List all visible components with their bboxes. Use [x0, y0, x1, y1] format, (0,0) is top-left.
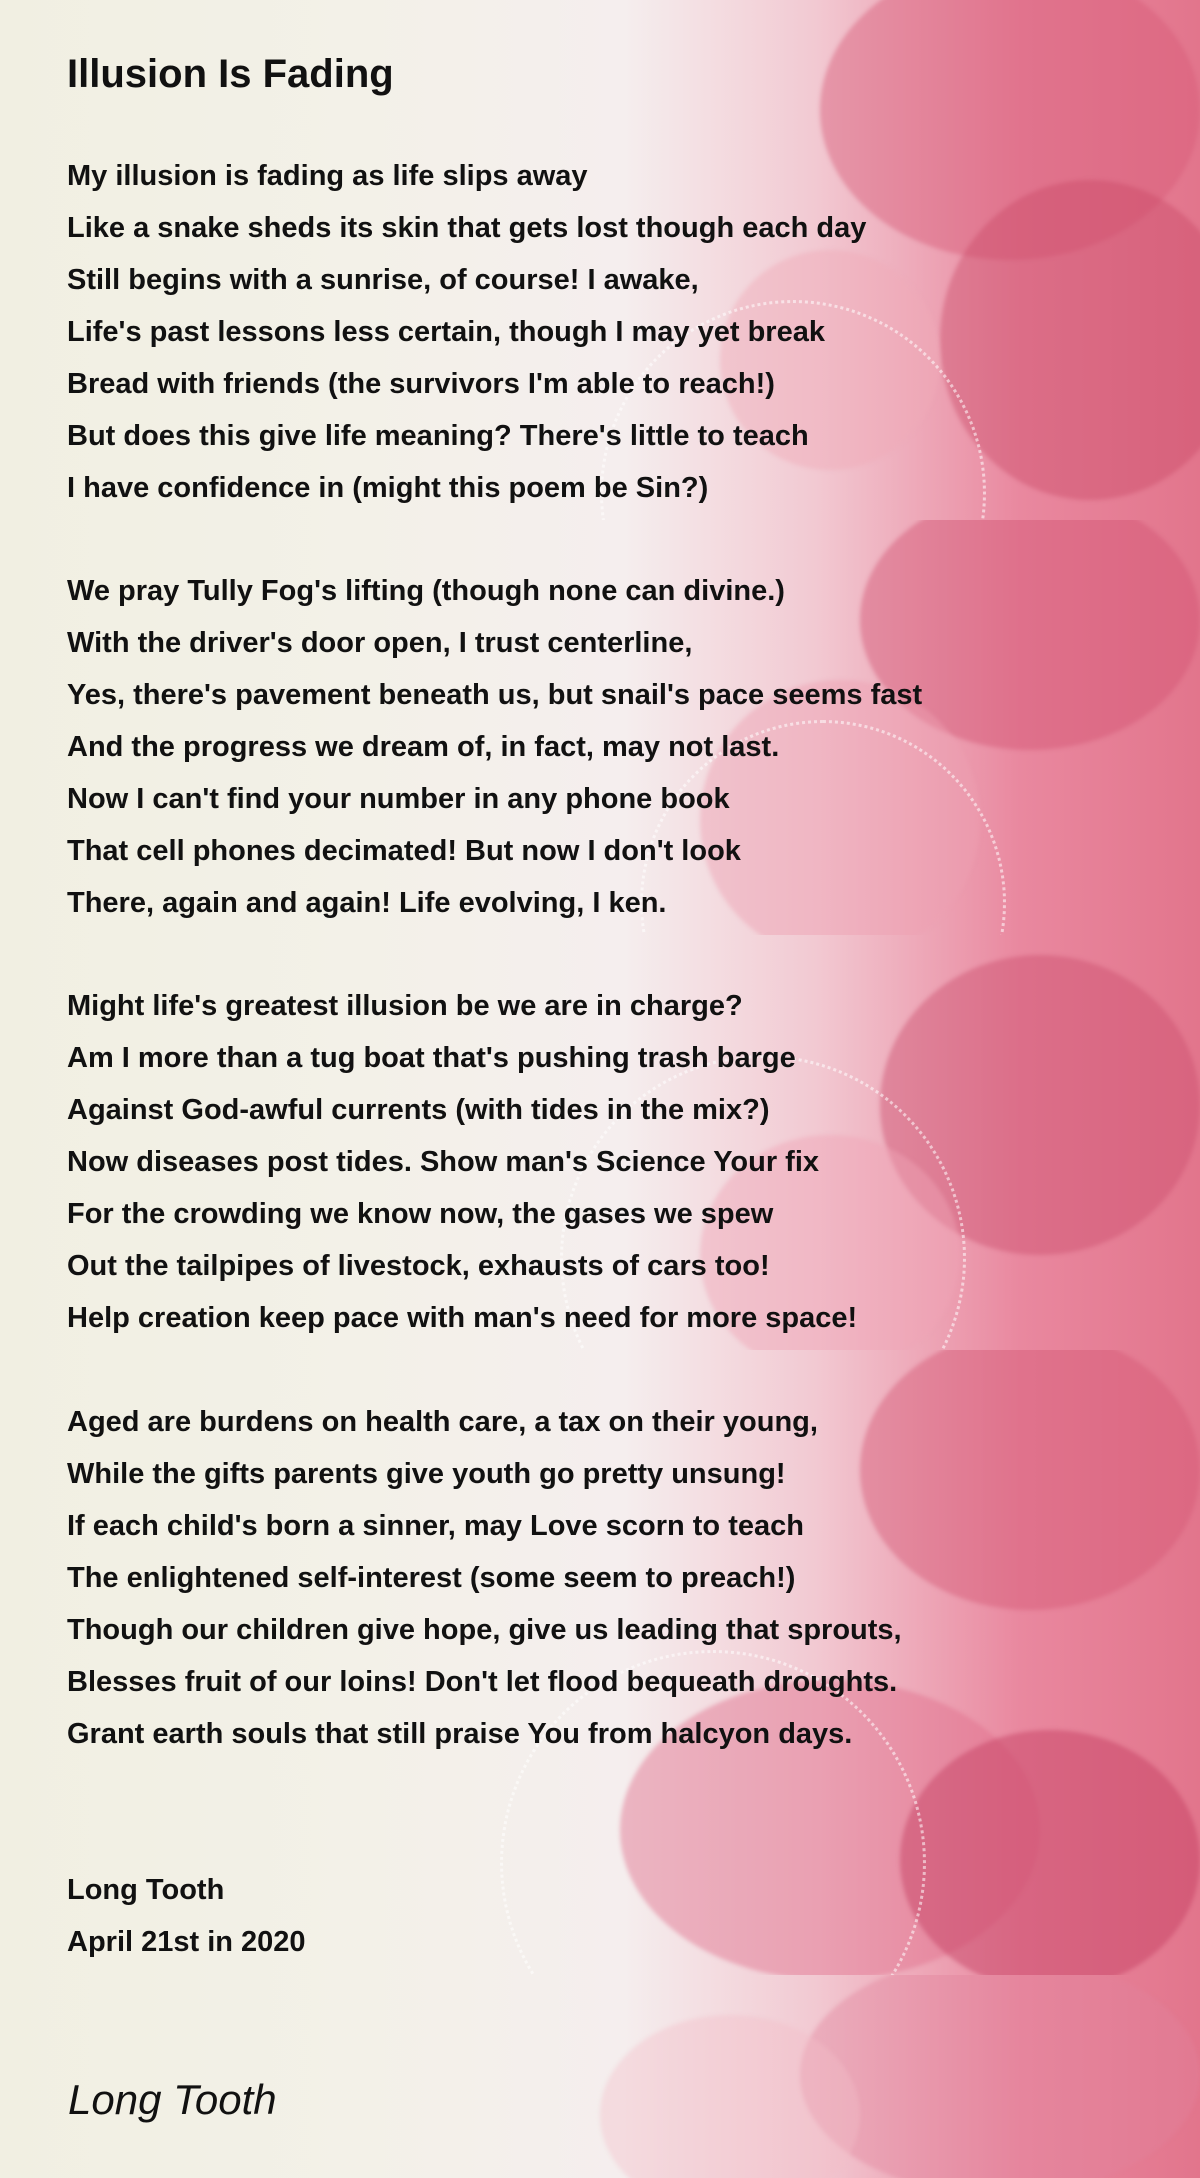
poem-line: With the driver's door open, I trust centerline,: [67, 627, 693, 659]
poem-author: Long Tooth: [67, 1874, 225, 1906]
stanza-4: [67, 1396, 902, 1760]
poem-line: That cell phones decimated! But now I don't look: [67, 835, 741, 867]
poem-line: And the progress we dream of, in fact, may not last.: [67, 731, 780, 763]
poem-line: Out the tailpipes of livestock, exhausts of cars too!: [67, 1250, 770, 1282]
poem-line: Might life's greatest illusion be we are in charge?: [67, 990, 743, 1022]
poem-line: Against God-awful currents (with tides in the mix?): [67, 1094, 770, 1126]
poem-line: Grant earth souls that still praise You from halcyon days.: [67, 1718, 853, 1750]
poem-line: If each child's born a sinner, may Love scorn to teach: [67, 1510, 804, 1542]
poem-line: I have confidence in (might this poem be Sin?): [67, 472, 709, 504]
stanza-3: [67, 980, 857, 1344]
poem-line: Yes, there's pavement beneath us, but snail's pace seems fast: [67, 679, 923, 711]
poem-title: Illusion Is Fading: [67, 52, 394, 96]
poem-line: The enlightened self-interest (some seem to preach!): [67, 1562, 796, 1594]
poem-line: For the crowding we know now, the gases we spew: [67, 1198, 774, 1230]
poem-line: Help creation keep pace with man's need for more space!: [67, 1302, 858, 1334]
stanza-1: [67, 150, 866, 514]
poem-line: But does this give life meaning? There's little to teach: [67, 420, 809, 452]
poem-line: We pray Tully Fog's lifting (though none can divine.): [67, 575, 785, 607]
poem-line: Blesses fruit of our loins! Don't let flood bequeath droughts.: [67, 1666, 898, 1698]
poem-line: Aged are burdens on health care, a tax on their young,: [67, 1406, 818, 1438]
poem-line: There, again and again! Life evolving, I ken.: [67, 887, 667, 919]
poem-line: Still begins with a sunrise, of course! I awake,: [67, 264, 699, 296]
poem-date: April 21st in 2020: [67, 1926, 306, 1958]
poem-line: Now I can't find your number in any phone book: [67, 783, 730, 815]
footer-author-signature: Long Tooth: [68, 2076, 277, 2123]
stanza-2: [67, 565, 922, 929]
poem-line: My illusion is fading as life slips away: [67, 160, 588, 192]
poem-line: Am I more than a tug boat that's pushing trash barge: [67, 1042, 796, 1074]
poem-line: Now diseases post tides. Show man's Science Your fix: [67, 1146, 820, 1178]
poem-line: Bread with friends (the survivors I'm able to reach!): [67, 368, 775, 400]
poem-line: Though our children give hope, give us leading that sprouts,: [67, 1614, 902, 1646]
poem-line: Like a snake sheds its skin that gets lost though each day: [67, 212, 867, 244]
poem-line: Life's past lessons less certain, though I may yet break: [67, 316, 825, 348]
poem-line: While the gifts parents give youth go pretty unsung!: [67, 1458, 786, 1490]
